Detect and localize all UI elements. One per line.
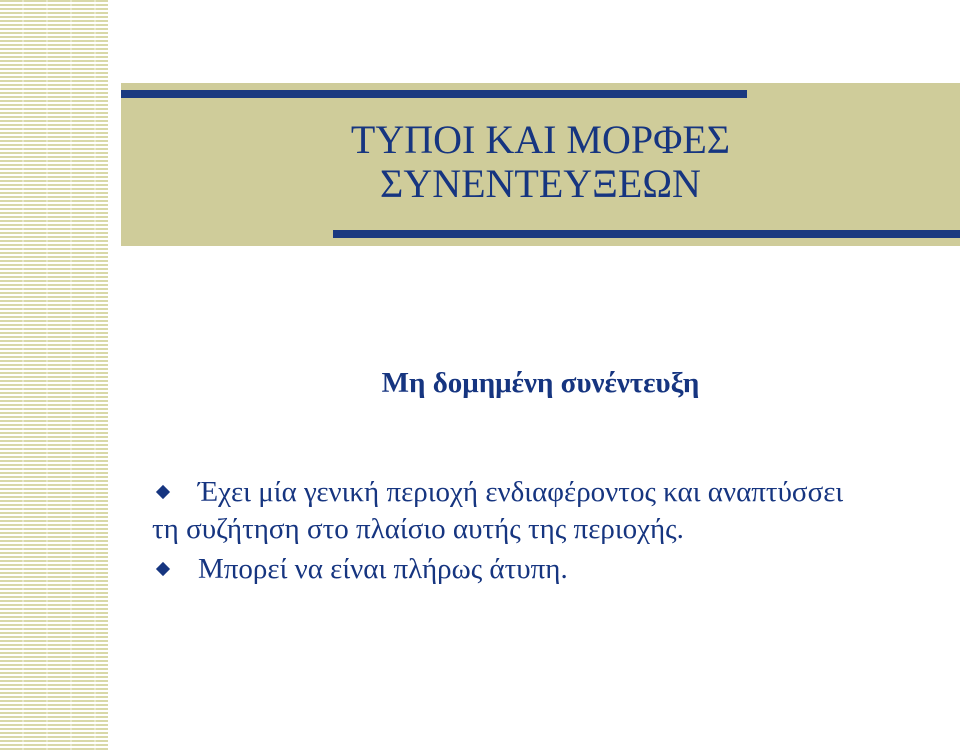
diamond-bullet-icon xyxy=(156,562,170,576)
title-rule-top xyxy=(121,90,747,98)
bullet-text: Έχει μία γενική περιοχή ενδιαφέροντος και αναπτύσσει τη συζήτηση στο πλαίσιο αυτής της περιοχής. xyxy=(152,476,844,545)
decorative-side-stripes xyxy=(0,0,108,750)
bullet-list xyxy=(152,474,852,591)
bullet-text: Μπορεί να είναι πλήρως άτυπη. xyxy=(198,553,568,585)
bullet-item xyxy=(152,551,852,588)
slide-title xyxy=(121,118,960,206)
slide-title-line-1: ΤΥΠΟΙ ΚΑΙ ΜΟΡΦΕΣ xyxy=(350,117,731,162)
title-rule-bottom xyxy=(333,230,960,238)
slide-title-line-2: ΣΥΝΕΝΤΕΥΞΕΩΝ xyxy=(380,161,701,206)
bullet-item xyxy=(152,474,852,548)
slide-subtitle: Μη δομημένη συνέντευξη xyxy=(381,367,700,399)
diamond-bullet-icon xyxy=(156,485,170,499)
